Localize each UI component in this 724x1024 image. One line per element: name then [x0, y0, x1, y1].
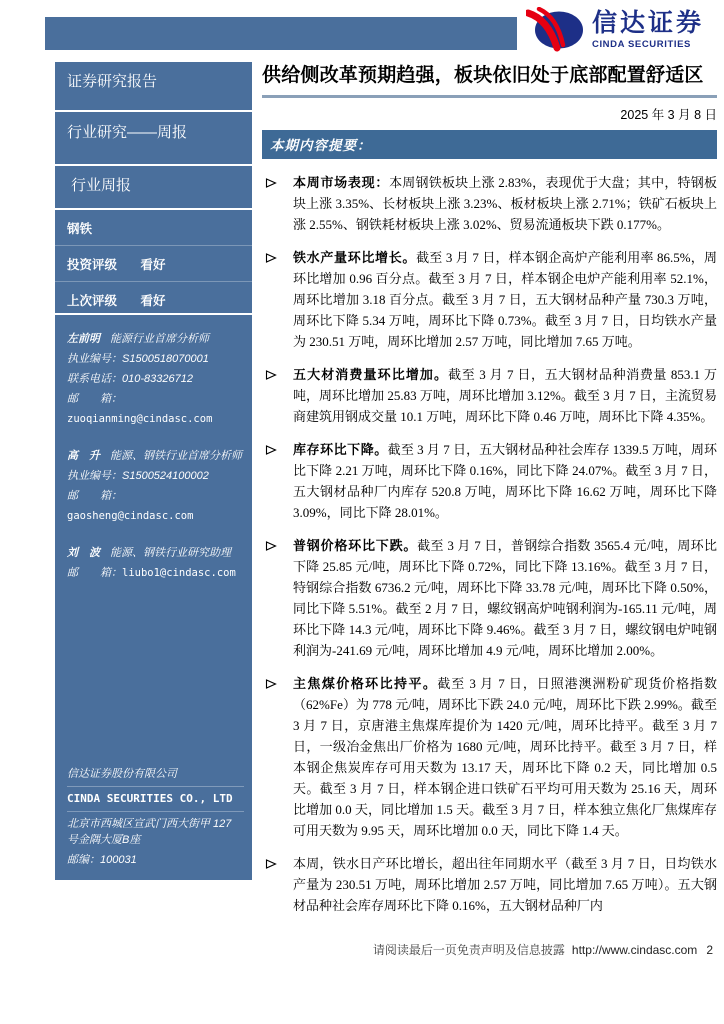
summary-item — [262, 439, 717, 523]
arrow-bullet-icon — [262, 853, 293, 916]
analyst-license: 执业编号：S1500518070001 — [67, 353, 209, 365]
summary-item-lead: 主焦煤价格环比持平。 — [293, 676, 438, 691]
brand-name-en: CINDA SECURITIES — [591, 38, 691, 50]
rating-current-value: 看好 — [140, 258, 166, 272]
brand-name-cn: 信达证券 — [591, 8, 704, 37]
analyst-title: 能源行业首席分析师 — [110, 333, 209, 345]
analyst-license: 执业编号：S1500524100002 — [67, 470, 209, 482]
summary-item-body: 截至 3 月 7 日，五大钢材品种社会库存 1339.5 万吨，周环比下降 2.21 万吨，周环比下降 0.16%，同比下降 24.07%。截至 3 月 7 日，五大钢材品种厂内库存 520.8 万吨，周环比下降 16.62 万吨，周环比下降 3.09%，同比下降 28.01%。 — [293, 442, 717, 520]
brand-text — [591, 8, 704, 50]
rating-current-row — [55, 246, 252, 282]
summary-item — [262, 853, 717, 916]
page-footer — [373, 941, 713, 958]
arrow-bullet-icon — [262, 673, 293, 841]
summary-item — [262, 247, 717, 352]
analyst-name: 高 升 — [67, 450, 100, 462]
summary-list — [262, 172, 717, 916]
analyst-email-label: 邮 箱： — [67, 490, 122, 502]
arrow-bullet-icon — [262, 247, 293, 352]
analyst-name: 刘 波 — [67, 547, 100, 559]
sidebar-box-analysts — [55, 315, 252, 880]
arrow-bullet-icon — [262, 439, 293, 523]
company-info — [67, 762, 244, 872]
sidebar-box-report-type — [55, 62, 252, 110]
footer-url-link[interactable]: http://www.cindasc.com — [571, 943, 698, 957]
analyst-email[interactable]: zuoqianming@cindasc.com — [67, 413, 213, 425]
summary-item — [262, 535, 717, 661]
summary-item-lead: 库存环比下降。 — [293, 442, 388, 457]
summary-item-lead: 五大材消费量环比增加。 — [293, 367, 449, 382]
report-body — [262, 60, 717, 928]
analyst-phone: 联系电话：010-83326712 — [67, 373, 193, 385]
company-postcode: 邮编：100031 — [67, 854, 137, 866]
analyst-email[interactable]: liubo1@cindasc.com — [122, 567, 236, 579]
analyst-entry — [67, 543, 244, 583]
rating-previous-value: 看好 — [140, 294, 166, 308]
footer-disclaimer: 请阅读最后一页免责声明及信息披露 — [372, 943, 565, 957]
cinda-logo-icon — [526, 7, 584, 53]
summary-item-body: 本周，铁水日产环比增长，超出往年同期水平（截至 3 月 7 日，日均铁水产量为 230.51 万吨，周环比增加 2.57 万吨，同比增加 7.65 万吨）。五大钢材品种社会库存周环比下降 0.16%，五大钢材品种厂内 — [293, 856, 717, 913]
summary-item — [262, 364, 717, 427]
weekly-label: 行业周报 — [71, 177, 132, 194]
summary-header: 本期内容提要： — [262, 130, 717, 159]
arrow-bullet-icon — [262, 364, 293, 427]
analyst-email[interactable]: gaosheng@cindasc.com — [67, 510, 194, 522]
analyst-email-label: 邮 箱： — [67, 567, 122, 579]
header-rule-bar — [45, 17, 517, 50]
summary-item-lead: 普钢价格环比下跌。 — [293, 538, 418, 553]
summary-item — [262, 172, 717, 235]
company-address: 北京市西城区宣武门西大街甲 127 号金隅大厦B座 — [67, 818, 232, 846]
industry-name: 钢铁 — [55, 210, 252, 246]
analyst-title: 能源、钢铁行业首席分析师 — [110, 450, 242, 462]
research-type-label: 行业研究——周报 — [67, 124, 188, 141]
rating-previous-row — [55, 282, 252, 317]
company-name-en: CINDA SECURITIES CO., LTD — [67, 786, 244, 812]
summary-item-body: 本周钢铁板块上涨 2.83%，表现优于大盘；其中，特钢板块上涨 3.35%、长材板块上涨 3.23%、板材板块上涨 2.71%；铁矿石板块上涨 2.55%、钢铁耗材板块上涨 3.02%、贸易流通板块下跌 0.177%。 — [293, 175, 717, 232]
title-divider — [262, 95, 717, 98]
report-title: 供给侧改革预期趋强，板块依旧处于底部配置舒适区 — [262, 65, 704, 86]
rating-current-label: 投资评级 — [67, 258, 118, 272]
report-type-label: 证券研究报告 — [67, 73, 158, 90]
page-number: 2 — [706, 943, 713, 957]
summary-item — [262, 673, 717, 841]
company-name-cn: 信达证券股份有限公司 — [67, 768, 177, 780]
sidebar-box-rating — [55, 210, 252, 313]
summary-item-body: 截至 3 月 7 日，五大钢材品种消费量 853.1 万吨，周环比增加 25.83 万吨，周环比增加 3.12%。截至 3 月 7 日，主流贸易商建筑用钢成交量 10.1 万吨，周环比下降 0.46 万吨，周环比下降 4.35%。 — [293, 367, 717, 424]
summary-item-lead: 铁水产量环比增长。 — [293, 250, 417, 265]
analyst-entry — [67, 446, 244, 526]
analyst-email-label: 邮 箱： — [67, 393, 122, 405]
sidebar-box-research-type — [55, 112, 252, 164]
analyst-title: 能源、钢铁行业研究助理 — [110, 547, 231, 559]
cinda-logo — [526, 7, 704, 53]
arrow-bullet-icon — [262, 535, 293, 661]
rating-previous-label: 上次评级 — [67, 294, 118, 308]
analyst-entry — [67, 329, 244, 429]
summary-item-body: 截至 3 月 7 日，普钢综合指数 3565.4 元/吨，周环比下降 25.85 元/吨，周环比下降 0.72%，同比下降 13.16%。截至 3 月 7 日，特钢综合指数 6736.2 元/吨，周环比下降 33.78 元/吨，周环比下降 0.50%，同比下降 5.51%。截至 2 月 7 日，螺纹钢高炉吨钢利润为-165.11 元/吨，周环比下降 14.3 元/吨，周环比下降 9.46%。截至 3 月 7 日，螺纹钢电炉吨钢利润为-241.69 元/吨，周环比增加 4.9 元/吨，周环比增加 2.00%。 — [293, 538, 717, 658]
analyst-name: 左前明 — [67, 333, 100, 345]
summary-item-body: 截至 3 月 7 日，样本钢企高炉产能利用率 86.5%，周环比增加 0.96 百分点。截至 3 月 7 日，样本钢企电炉产能利用率 52.1%，周环比增加 3.18 百分点。截至 3 月 7 日，五大钢材品种产量 730.3 万吨，周环比下降 5.34 万吨，周环比下降 0.73%。截至 3 月 7 日，日均铁水产量为 230.51 万吨，周环比增加 2.57 万吨，同比增加 7.65 万吨。 — [293, 250, 717, 349]
sidebar-box-weekly — [55, 166, 252, 208]
summary-item-body: 截至 3 月 7 日，日照港澳洲粉矿现货价格指数（62%Fe）为 778 元/吨，周环比下跌 24.0 元/吨，周环比下跌 2.99%。截至 3 月 7 日，京唐港主焦煤库提价为 1420 元/吨，周环比持平。截至 3 月 7 日，一级冶金焦出厂价格为 1680 元/吨，周环比持平。截至 3 月 7 日，样本钢企焦炭库存可用天数为 13.17 天，周环比下降 0.2 天，同比增加 0.5 天。截至 3 月 7 日，样本钢企进口铁矿石平均可用天数为 25.16 天，周环比增加 0.0 天，同比增加 1.5 天。截至 3 月 7 日，样本独立焦化厂焦煤库存可用天数为 9.95 天，周环比增加 0.0 天，同比下降 1.4 天。 — [293, 676, 717, 838]
report-date: 2025 年 3 月 8 日 — [620, 108, 717, 122]
summary-item-lead: 本周市场表现： — [293, 175, 390, 190]
arrow-bullet-icon — [262, 172, 293, 235]
